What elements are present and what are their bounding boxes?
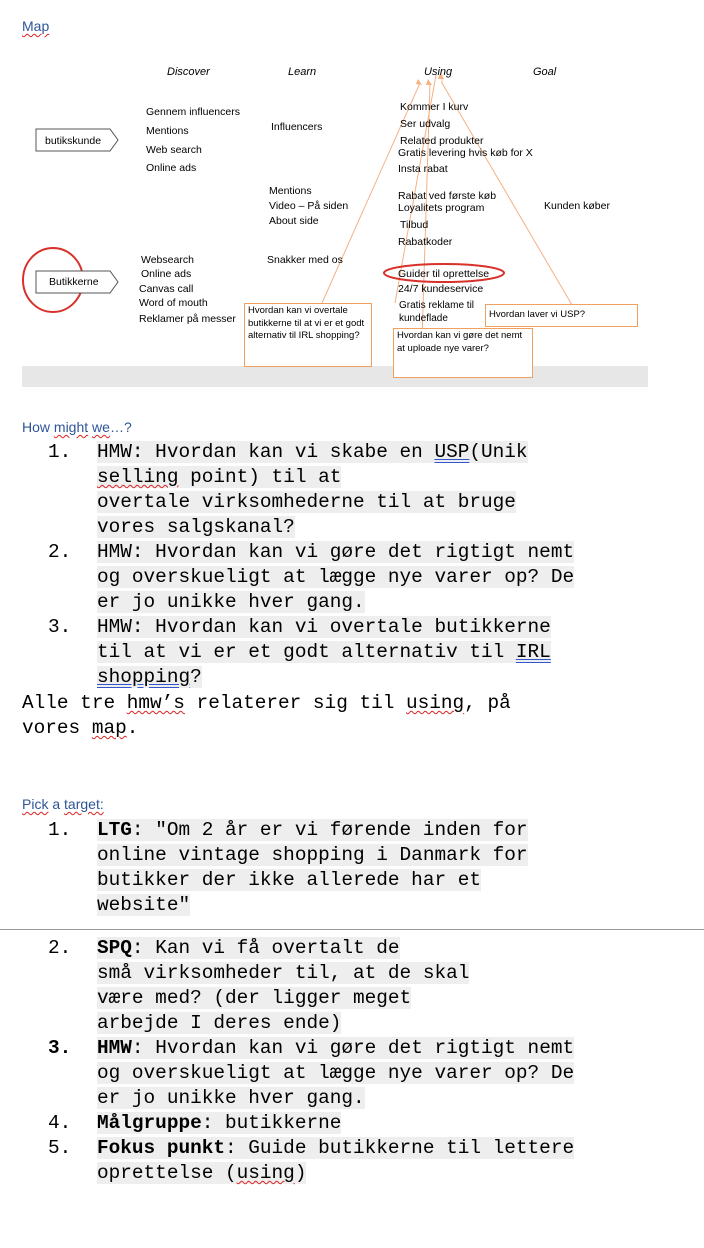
page-divider xyxy=(0,929,704,930)
map-heading: Map xyxy=(22,18,50,34)
list-item: 5. Fokus punkt: Guide butikkerne til lettere oprettelse (using) xyxy=(48,1137,575,1184)
using-mid-item: Loyalitets program xyxy=(398,202,485,214)
list-item: 1. LTG: "Om 2 år er vi førende inden for online vintage shopping i Danmark for butikker der ikke allerede har et website" xyxy=(48,819,528,916)
discover-shops-item: Websearch xyxy=(141,254,194,266)
target-list xyxy=(0,818,528,918)
discover-customer-item: Online ads xyxy=(146,162,197,174)
box-goal-question: Hvordan laver vi USP? xyxy=(485,304,638,327)
column-goal: Goal xyxy=(533,66,557,78)
discover-shops-item: Word of mouth xyxy=(139,297,208,309)
using-mid-item: Rabatkoder xyxy=(398,236,453,248)
hmw-heading-text: How might we…? xyxy=(22,419,132,435)
arrowhead xyxy=(426,79,432,85)
using-customer-item: Ser udvalg xyxy=(400,118,451,130)
discover-customer-item: Mentions xyxy=(146,125,189,137)
journey-map xyxy=(22,55,648,387)
arrowhead xyxy=(416,79,422,85)
using-mid-item: Rabat ved første køb xyxy=(398,190,497,202)
learn-mid-item: Video – På siden xyxy=(269,200,349,212)
list-item: 3. HMW: Hvordan kan vi gøre det rigtigt nemt og overskueligt at lægge nye varer op? De er jo unikke hver gang. xyxy=(48,1037,575,1109)
column-discover: Discover xyxy=(167,66,210,78)
persona-customer: butikskunde xyxy=(45,135,102,147)
learn-shops-item: Snakker med os xyxy=(267,254,343,266)
hmw-heading xyxy=(22,419,132,435)
box-learn-question: Hvordan kan vi overtale butikkerne til at vi er et godt alternativ til IRL shopping? xyxy=(244,303,372,367)
discover-shops-item: Reklamer på messer xyxy=(139,313,236,325)
column-learn: Learn xyxy=(288,66,317,78)
discover-customer-item: Gennem influencers xyxy=(146,106,240,118)
list-item: 2. SPQ: Kan vi få overtalt de små virksomheder til, at de skal være med? (der ligger meget arbejde I deres ende) xyxy=(48,937,470,1034)
learn-mid-item: Mentions xyxy=(269,185,312,197)
box-using-question: Hvordan kan vi gøre det nemt at uploade nye varer? xyxy=(393,328,533,378)
using-customer-item: Related produkter xyxy=(400,135,484,147)
using-mid-item: Tilbud xyxy=(400,219,429,231)
discover-shops-item: Canvas call xyxy=(139,283,194,295)
using-shops-item: Guider til oprettelse xyxy=(398,268,490,280)
column-using: Using xyxy=(424,66,453,78)
using-customer-item: Kommer I kurv xyxy=(400,101,469,113)
hmw-list xyxy=(0,440,574,690)
using-customer-item: Insta rabat xyxy=(398,163,448,175)
using-customer-item: Gratis levering hvis køb for X xyxy=(398,147,533,159)
learn-mid-item: About side xyxy=(269,215,319,227)
persona-shops: Butikkerne xyxy=(49,276,99,288)
discover-shops-item: Online ads xyxy=(141,268,192,280)
using-shops-item: 24/7 kundeservice xyxy=(398,283,484,295)
discover-customer-item: Web search xyxy=(146,144,202,156)
goal-customer: Kunden køber xyxy=(544,200,610,212)
list-item: 2. HMW: Hvordan kan vi gøre det rigtigt nemt og overskueligt at lægge nye varer op? De er jo unikke hver gang. xyxy=(48,541,575,613)
list-item: 1. HMW: Hvordan kan vi skabe en USP(Unik selling point) til at overtale virksomhederne til at bruge vores salgskanal? xyxy=(48,441,528,538)
learn-customer-item: Influencers xyxy=(271,121,323,133)
hmw-summary: Alle tre hmw’s relaterer sig til using, på vores map. xyxy=(22,692,511,739)
list-item: 4. Målgruppe: butikkerne xyxy=(48,1112,342,1134)
target-list-continued xyxy=(0,936,574,1186)
target-heading xyxy=(22,796,104,812)
target-heading-text: Pick a target: xyxy=(22,796,104,812)
list-item: 3. HMW: Hvordan kan vi overtale butikkerne til at vi er et godt alternativ til IRL shopping? xyxy=(48,616,551,688)
using-shops-item: Gratis reklame til kundeflade xyxy=(399,300,475,324)
